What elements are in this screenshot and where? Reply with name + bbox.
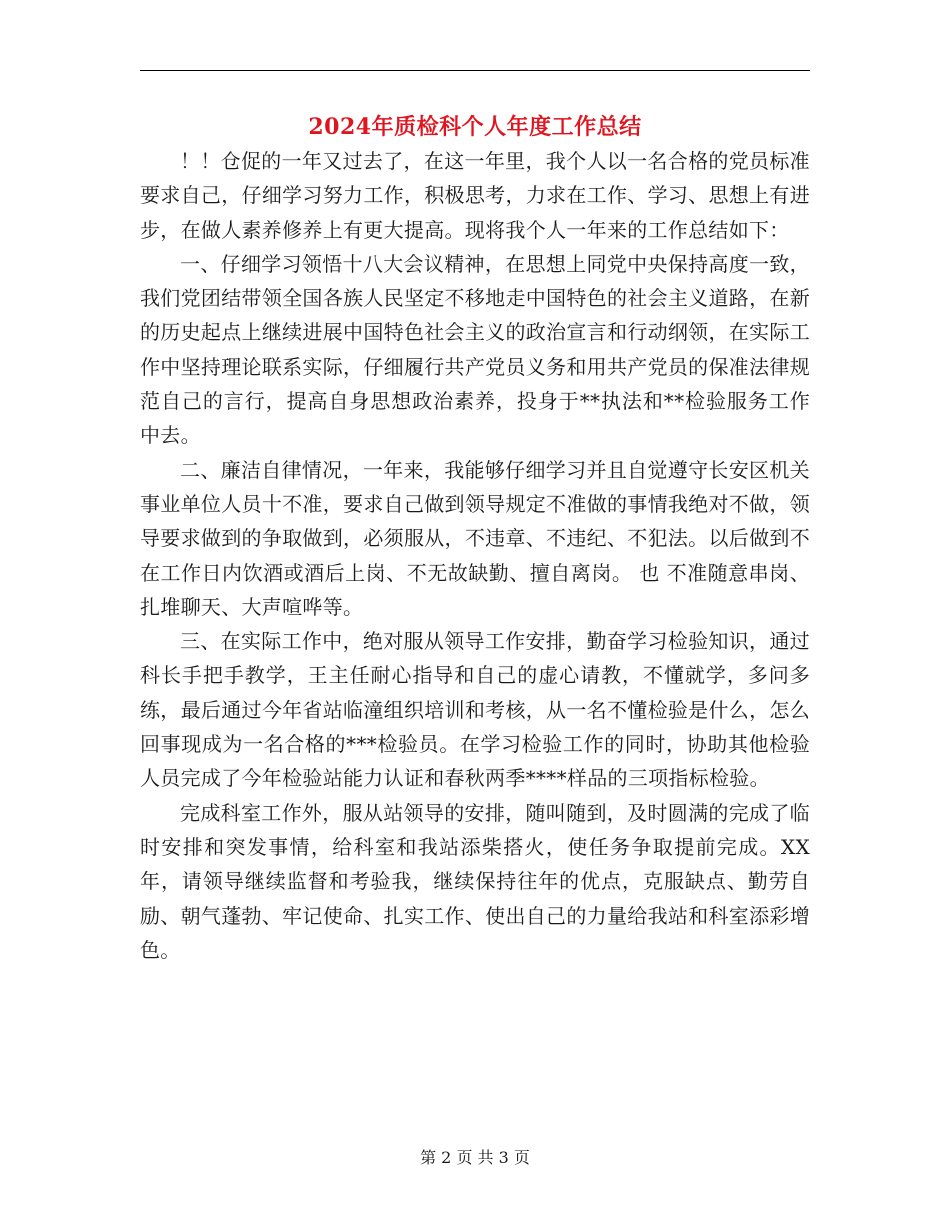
document-body (140, 144, 810, 967)
paragraph-section-3: 三、在实际工作中，绝对服从领导工作安排，勤奋学习检验知识，通过科长手把手教学，王主任耐心指导和自己的虚心请教，不懂就学，多问多练，最后通过今年省站临潼组织培训和考核，从一名不懂检验是什么，怎么回事现成为一名合格的***检验员。在学习检验工作的同时，协助其他检验人员完成了今年检验站能力认证和春秋两季****样品的三项指标检验。 (140, 629, 810, 791)
paragraph-intro: ！！仓促的一年又过去了，在这一年里，我个人以一名合格的党员标准要求自己，仔细学习努力工作，积极思考，力求在工作、学习、思想上有进步，在做人素养修养上有更大提高。现将我个人一年来的工作总结如下： (140, 149, 810, 242)
paragraph-conclusion: 完成科室工作外，服从站领导的安排，随叫随到，及时圆满的完成了临时安排和突发事情，给科室和我站添柴搭火，使任务争取提前完成。XX年，请领导继续监督和考验我，继续保持往年的优点，克服缺点、勤劳自励、朝气蓬勃、牢记使命、扎实工作、使出自己的力量给我站和科室添彩增色。 (140, 800, 810, 962)
document-title: 2024年质检科个人年度工作总结 (308, 114, 642, 140)
paragraph-section-1: 一、仔细学习领悟十八大会议精神，在思想上同党中央保持高度一致，我们党团结带领全国各族人民坚定不移地走中国特色的社会主义道路，在新的历史起点上继续进展中国特色社会主义的政治宣言和行动纲领，在实际工作中坚持理论联系实际，仔细履行共产党员义务和用共产党员的保准法律规范自己的言行，提高自身思想政治素养，投身于**执法和**检验服务工作中去。 (140, 251, 810, 448)
page-number-footer: 第 2 页 共 3 页 (420, 1148, 530, 1167)
header-rule (140, 70, 810, 71)
paragraph-section-2: 二、廉洁自律情况，一年来，我能够仔细学习并且自觉遵守长安区机关事业单位人员十不准，要求自己做到领导规定不准做的事情我绝对不做，领导要求做到的争取做到，必须服从，不违章、不违纪、不犯法。以后做到不在工作日内饮酒或酒后上岗、不无故缺勤、擅自离岗。 也 不准随意串岗、扎堆聊天、大声喧哗等。 (140, 457, 810, 619)
